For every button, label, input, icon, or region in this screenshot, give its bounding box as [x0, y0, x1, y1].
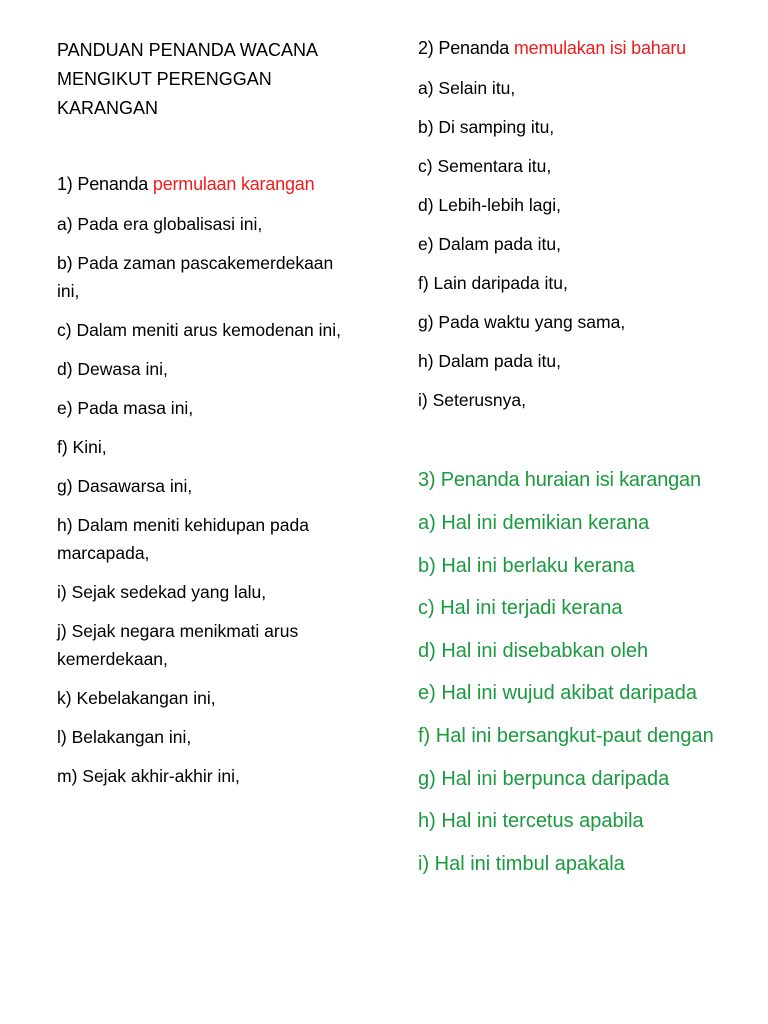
list-item: i) Hal ini timbul apakala [418, 852, 625, 875]
list-item: i) Sejak sedekad yang lalu, [57, 582, 267, 602]
list-item: k) Kebelakangan ini, [57, 688, 216, 708]
list-item: c) Dalam meniti arus kemodenan ini, [57, 320, 342, 340]
section-3-heading: 3) Penanda huraian isi karangan [418, 469, 701, 491]
title-line-2: MENGIKUT PERENGGAN [57, 69, 272, 89]
section-2-heading-highlight: memulakan isi baharu [513, 38, 686, 58]
list-item: f) Kini, [57, 437, 107, 457]
list-item: c) Sementara itu, [418, 156, 552, 176]
list-item: h) Dalam pada itu, [418, 351, 561, 371]
list-item: b) Pada zaman pascakemerdekaan ini, [57, 253, 334, 301]
section-2-list [418, 74, 625, 425]
list-item: g) Pada waktu yang sama, [418, 312, 626, 332]
list-item: h) Dalam meniti kehidupan pada marcapada, [57, 515, 309, 563]
list-item: a) Pada era globalisasi ini, [57, 214, 263, 234]
list-item: d) Hal ini disebabkan oleh [418, 639, 649, 662]
list-item: d) Lebih-lebih lagi, [418, 195, 562, 215]
list-item: f) Lain daripada itu, [418, 273, 568, 293]
section-2-heading-prefix: 2) Penanda [418, 38, 514, 58]
list-item: b) Hal ini berlaku kerana [418, 554, 635, 577]
list-item: e) Pada masa ini, [57, 398, 194, 418]
section-2-heading [418, 38, 686, 59]
list-item: h) Hal ini tercetus apabila [418, 810, 644, 833]
list-item: f) Hal ini bersangkut-paut dengan [418, 724, 714, 747]
list-item: l) Belakangan ini, [57, 727, 192, 747]
list-item: a) Selain itu, [418, 78, 516, 98]
list-item: e) Dalam pada itu, [418, 234, 561, 254]
list-item: g) Hal ini berpunca daripada [418, 767, 670, 790]
section-1-heading-prefix: 1) Penanda [57, 174, 153, 194]
list-item: c) Hal ini terjadi kerana [418, 597, 623, 620]
list-item: e) Hal ini wujud akibat daripada [418, 682, 698, 705]
list-item: a) Hal ini demikian kerana [418, 512, 650, 534]
list-item: i) Seterusnya, [418, 390, 526, 410]
section-1-heading-highlight: permulaan karangan [152, 174, 315, 194]
title-line-3: KARANGAN [57, 98, 159, 118]
list-item: g) Dasawarsa ini, [57, 476, 193, 496]
list-item: d) Dewasa ini, [57, 359, 168, 379]
list-item: b) Di samping itu, [418, 117, 555, 137]
list-item: j) Sejak negara menikmati arus kemerdekaan, [57, 621, 299, 669]
section-1-heading [57, 174, 314, 195]
list-item: m) Sejak akhir-akhir ini, [57, 766, 240, 786]
document-title [57, 36, 318, 123]
title-line-1: PANDUAN PENANDA WACANA [57, 40, 319, 60]
section-1-list [57, 210, 357, 801]
section-3-list [418, 508, 714, 891]
